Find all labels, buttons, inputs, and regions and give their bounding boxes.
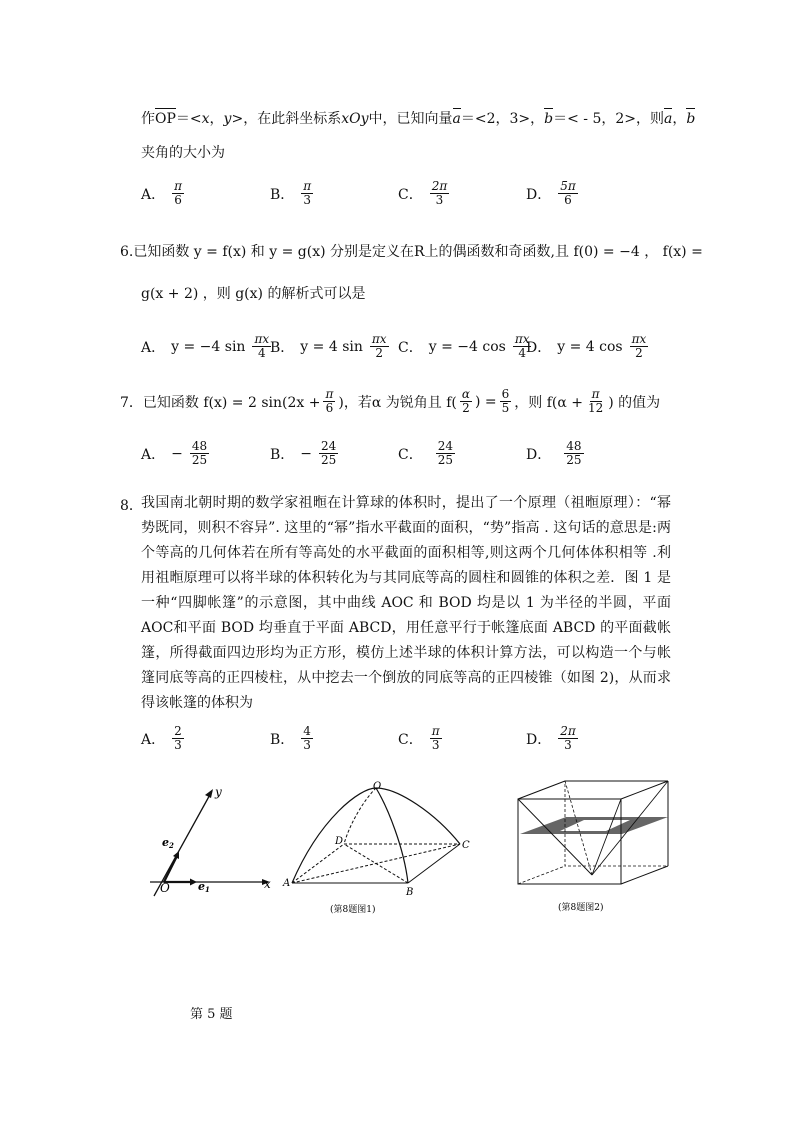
q7-option-d: [526, 440, 585, 467]
prism-edge: [518, 781, 565, 799]
q8-option-c: [398, 725, 443, 752]
option-label: C．: [398, 446, 423, 463]
numerator: 2: [174, 724, 182, 738]
denominator: 4: [518, 346, 526, 361]
text: >，在此斜坐标系: [231, 111, 342, 127]
curve-AOC: [292, 788, 460, 883]
numerator: π: [303, 179, 312, 193]
fraction: [630, 333, 649, 360]
label-C: C: [462, 840, 470, 851]
text: ＝<: [175, 111, 202, 127]
denominator: 2: [635, 346, 643, 361]
q6-option-b: [270, 333, 390, 360]
option-label: D．: [526, 446, 552, 463]
expression: y = 4 cos: [557, 338, 623, 355]
text: ) 的值为: [608, 394, 661, 411]
vector-a: a: [664, 111, 673, 127]
q8-option-d: [526, 725, 579, 752]
expression: y = −4 sin: [171, 338, 246, 355]
e1-letter: e: [198, 880, 205, 893]
q5-line1: [141, 108, 695, 128]
denominator: 2: [462, 401, 470, 416]
footer-question-number: 第 5 题: [190, 1007, 233, 1022]
text: 7．已知函数 f(x) = 2 sin(2x +: [120, 394, 321, 411]
q8-option-b: [270, 725, 314, 752]
denominator: 6: [564, 193, 572, 208]
option-label: B．: [270, 339, 295, 356]
numerator: α: [461, 387, 470, 401]
x-label: x: [264, 877, 271, 891]
q5-option-c: [398, 180, 450, 207]
numerator: 48: [566, 439, 582, 453]
vector-b: b: [686, 111, 696, 127]
e2-letter: e: [162, 836, 169, 849]
figure-1-caption: (第8题图1): [330, 905, 376, 915]
denominator: 3: [435, 193, 444, 208]
fraction: [319, 440, 338, 467]
q7-option-b: [270, 440, 339, 467]
option-label: B．: [270, 731, 295, 748]
q7-option-c: [398, 440, 456, 467]
option-label: C．: [398, 186, 423, 203]
q7-stem: [120, 388, 660, 415]
numerator: 48: [191, 439, 208, 453]
fraction: [301, 180, 313, 207]
option-label: C．: [398, 339, 423, 356]
option-label: A．: [141, 339, 166, 356]
e1-subscript: 1: [205, 885, 210, 894]
e2-label: [162, 836, 174, 850]
e2-subscript: 2: [169, 841, 174, 850]
q5-option-b: [270, 180, 314, 207]
denominator: 25: [191, 453, 208, 468]
figure-2-caption: (第8题图2): [558, 903, 604, 913]
fraction: [323, 388, 335, 415]
pyramid-edge: [592, 799, 621, 875]
denominator: 3: [564, 738, 572, 753]
option-label: B．: [270, 186, 295, 203]
option-label: B．: [270, 446, 295, 463]
text: y: [223, 111, 232, 127]
denominator: 3: [174, 738, 182, 753]
origin-label: O: [160, 881, 170, 895]
text: ＝< - 5，2>，则: [553, 111, 665, 127]
prism-back-face: [565, 781, 668, 866]
y-axis-arrow: [205, 789, 213, 798]
numerator: π: [325, 387, 334, 401]
fraction: [558, 725, 578, 752]
denominator: 12: [587, 401, 604, 416]
q8-option-a: [141, 725, 185, 752]
prism-edge: [621, 866, 668, 884]
fraction: [370, 333, 389, 360]
denominator: 3: [303, 738, 311, 753]
q5-option-a: [141, 180, 185, 207]
denominator: 4: [257, 346, 266, 361]
label-O: O: [373, 781, 382, 792]
denominator: 25: [321, 453, 337, 468]
text: ，则 f(α +: [514, 394, 583, 411]
text: 作: [141, 111, 155, 127]
q6-line2: g(x + 2) ，则 g(x) 的解析式可以是: [141, 286, 366, 302]
denominator: 5: [501, 401, 510, 416]
q7-option-a: [141, 440, 210, 467]
fraction: [172, 725, 184, 752]
fraction: [436, 440, 455, 467]
numerator: πx: [254, 332, 270, 346]
sign: −: [171, 445, 183, 462]
denominator: 6: [325, 401, 334, 416]
numerator: 24: [437, 439, 453, 453]
numerator: 2π: [431, 179, 448, 193]
text: 中，已知向量: [368, 111, 453, 127]
q5-line2: 夹角的大小为: [141, 145, 225, 161]
numerator: π: [591, 387, 600, 401]
vector-op: [155, 111, 176, 127]
denominator: 2: [375, 346, 384, 361]
text: xOy: [341, 111, 369, 127]
e1-arrow: [190, 879, 197, 886]
option-label: D．: [526, 186, 552, 203]
fraction: [430, 180, 450, 207]
denominator: 25: [566, 453, 582, 468]
pyramid-edge: [518, 799, 592, 875]
text: ＝<2，3>，: [460, 111, 545, 127]
fraction: [558, 180, 578, 207]
fraction: [586, 388, 605, 415]
fraction: [172, 180, 184, 207]
prism-edge: [518, 866, 565, 884]
vector-b: b: [544, 111, 554, 127]
q8-text: 我国南北朝时期的数学家祖暅在计算球的体积时，提出了一个原理（祖暅原理）：“幂势既同，则积不容异”. 这里的“幂”指水平截面的面积，“势”指高 . 这句话的意思是:两个等高的几何体若在所有等高处的水平截面的面积相等,则这两个几何体体积相等 .利用祖暅原理可以将半球的体积转化为与其同底等高的圆柱和圆锥的体积之差．图 1 是一种“四脚帐篷”的示意图，其中曲线 AOC 和 BOD 均是以 1 为半径的半圆，平面 AOC和平面 BOD 均垂直于平面 ABCD，用任意平行于帐篷底面 ABCD 的平面截帐篷，所得截面四边形均为正方形，模仿上述半球的体积计算方法，可以构造一个与帐篷同底等高的正四棱柱，从中挖去一个倒放的同底等高的正四棱锥（如图 2)，从而求得该帐篷的体积为: [141, 495, 671, 711]
diagonal-BD: [344, 844, 408, 883]
option-label: C．: [398, 731, 423, 748]
fraction: [252, 333, 271, 360]
curve-OB: [376, 788, 408, 883]
expression: y = −4 cos: [428, 338, 506, 355]
expression: y = 4 sin: [300, 338, 363, 355]
option-label: D．: [526, 731, 552, 748]
sign: −: [300, 445, 313, 462]
numerator: 24: [321, 439, 337, 453]
numerator: πx: [631, 332, 647, 346]
fraction: [500, 388, 512, 415]
fraction: [460, 388, 472, 415]
oblique-axes-figure: [140, 780, 285, 900]
q6-option-d: [526, 333, 649, 360]
numerator: π: [174, 179, 183, 193]
text: ) =: [474, 393, 497, 410]
option-label: A．: [141, 186, 166, 203]
numerator: 6: [501, 387, 510, 401]
text: ，: [672, 111, 687, 127]
numerator: πx: [514, 332, 530, 346]
numerator: 2π: [560, 724, 576, 738]
prism-figure-2: [510, 775, 675, 920]
y-label: y: [215, 785, 222, 799]
label-A: A: [283, 878, 291, 889]
e2-vector: [164, 854, 178, 882]
denominator: 3: [303, 193, 312, 208]
option-label: A．: [141, 731, 166, 748]
q8-number: 8．: [120, 498, 143, 514]
numerator: 4: [303, 724, 311, 738]
numerator: π: [431, 724, 440, 738]
q5-option-d: [526, 180, 579, 207]
curve-OD: [344, 788, 376, 844]
prism-front-face: [518, 799, 621, 884]
q6-option-a: [141, 333, 272, 360]
text: ，: [209, 111, 224, 127]
denominator: 6: [174, 193, 182, 208]
option-label: D．: [526, 339, 552, 356]
denominator: 25: [437, 453, 453, 468]
option-label: A．: [141, 446, 166, 463]
q6-line1: 6.已知函数 y = f(x) 和 y = g(x) 分别是定义在R上的偶函数和奇函数,且 f(0) = −4 ， f(x) =: [120, 244, 703, 260]
vector-a: a: [452, 111, 461, 127]
label-B: B: [406, 887, 414, 898]
text: )，若α 为锐角且 f(: [338, 394, 457, 411]
tent-figure-1: [280, 778, 480, 918]
fraction: [430, 725, 442, 752]
shaded-ring: [520, 817, 668, 834]
fraction: [190, 440, 209, 467]
numerator: 5π: [560, 179, 576, 193]
numerator: πx: [371, 332, 387, 346]
label-D: D: [335, 836, 344, 847]
fraction: [564, 440, 583, 467]
denominator: 3: [431, 738, 440, 753]
text: x: [201, 111, 210, 127]
fraction: [301, 725, 313, 752]
q6-option-c: [398, 333, 532, 360]
text: OP: [155, 111, 176, 127]
